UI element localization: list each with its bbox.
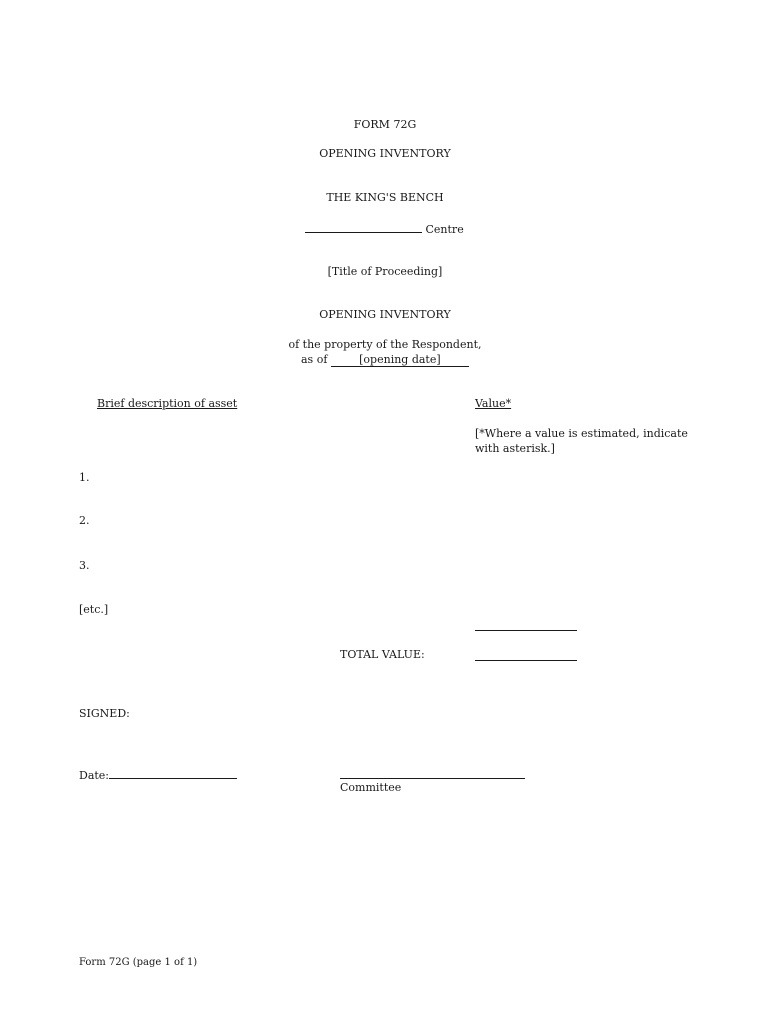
page-footer: Form 72G (page 1 of 1) xyxy=(79,957,198,968)
description-header: Brief description of asset xyxy=(97,397,238,410)
property-line: of the property of the Respondent, xyxy=(288,338,482,351)
form-number: FORM 72G xyxy=(353,118,417,131)
item-3: 3. xyxy=(79,559,90,572)
proceeding-title: [Title of Proceeding] xyxy=(327,265,443,278)
item-etc: [etc.] xyxy=(79,603,109,616)
value-header: Value* xyxy=(475,397,512,410)
value-note: [*Where a value is estimated, indicate with asterisk.] xyxy=(475,427,688,455)
signed-label: SIGNED: xyxy=(79,707,130,720)
inventory-heading: OPENING INVENTORY xyxy=(319,308,451,321)
total-value-label: TOTAL VALUE: xyxy=(340,648,425,661)
court-name: THE KING'S BENCH xyxy=(326,191,444,204)
centre-blank xyxy=(305,220,422,233)
centre-line xyxy=(305,220,464,236)
subtotal-line xyxy=(475,630,577,631)
centre-label: Centre xyxy=(425,223,464,236)
date-blank xyxy=(109,766,237,779)
total-value-line xyxy=(475,660,577,661)
opening-date-blank xyxy=(331,353,469,367)
committee-label: Committee xyxy=(340,781,402,794)
item-2: 2. xyxy=(79,514,90,527)
as-of-label: as of xyxy=(301,353,328,366)
date-line xyxy=(79,766,237,782)
as-of-line xyxy=(301,353,469,367)
item-1: 1. xyxy=(79,471,90,484)
opening-date: [opening date] xyxy=(359,353,441,366)
date-label: Date: xyxy=(79,769,110,782)
form-title: OPENING INVENTORY xyxy=(319,147,451,160)
committee-signature-line xyxy=(340,778,525,779)
